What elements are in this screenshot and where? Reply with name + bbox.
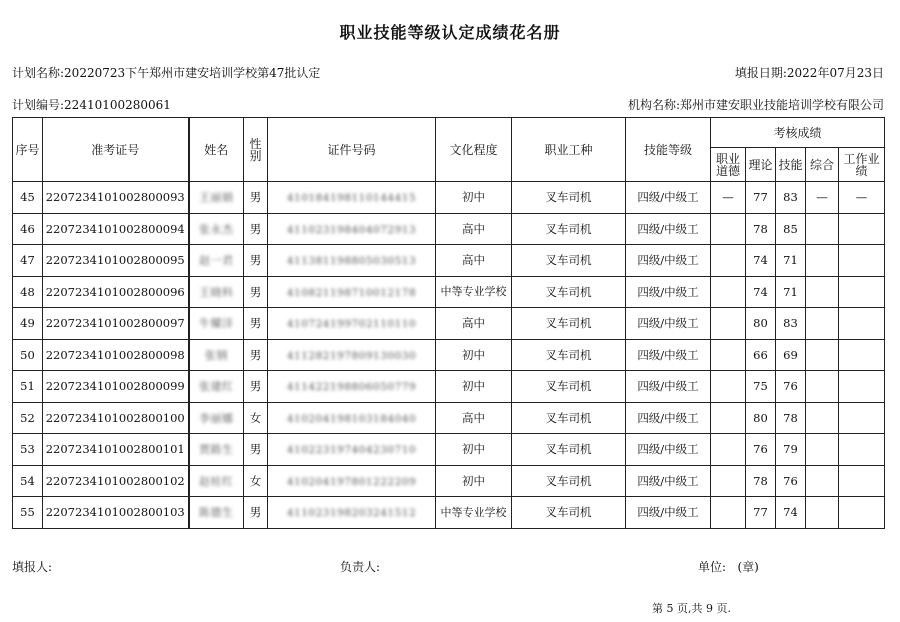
cell-name-value: 牛耀洋 — [199, 317, 234, 331]
table-row — [13, 339, 885, 371]
cell-work-performance — [839, 371, 885, 403]
cell-theory: 77 — [746, 497, 776, 529]
cell-skill: 69 — [776, 339, 806, 371]
cell-education: 初中 — [436, 371, 512, 403]
cell-skill-level: 四级/中级工 — [626, 276, 711, 308]
cell-id-no-value: 411023198203241512 — [286, 507, 417, 520]
cell-skill: 78 — [776, 402, 806, 434]
cell-exam-no: 2207234101002800102 — [43, 465, 189, 497]
cell-theory: 80 — [746, 308, 776, 340]
table-row — [13, 371, 885, 403]
filler-label: 填报人: — [12, 560, 53, 574]
cell-occupation: 叉车司机 — [512, 245, 626, 277]
cell-id-no — [268, 182, 436, 214]
cell-occupation: 叉车司机 — [512, 465, 626, 497]
cell-occupation: 叉车司机 — [512, 339, 626, 371]
cell-id-no-value: 411282197809130030 — [286, 349, 417, 362]
cell-seq: 45 — [13, 182, 43, 214]
cell-skill-level: 四级/中级工 — [626, 371, 711, 403]
cell-id-no — [268, 465, 436, 497]
cell-id-no-value: 410821198710012178 — [286, 286, 417, 299]
cell-seq: 46 — [13, 213, 43, 245]
cell-id-no — [268, 497, 436, 529]
seal-mark: (章) — [737, 560, 759, 574]
plan-name — [12, 64, 320, 81]
cell-work-performance — [839, 465, 885, 497]
cell-id-no-value: 410204198103184040 — [286, 412, 417, 425]
cell-moral — [711, 245, 746, 277]
cell-education: 初中 — [436, 182, 512, 214]
cell-skill: 76 — [776, 371, 806, 403]
cell-name — [189, 245, 244, 277]
cell-name-value: 赵桂红 — [199, 474, 234, 488]
cell-theory: 74 — [746, 276, 776, 308]
cell-name-value: 赵一君 — [199, 254, 234, 268]
cell-name — [189, 308, 244, 340]
cell-seq: 47 — [13, 245, 43, 277]
cell-skill-level: 四级/中级工 — [626, 497, 711, 529]
cell-exam-no: 2207234101002800094 — [43, 213, 189, 245]
cell-name-value: 李丽娜 — [199, 411, 234, 425]
organization-label: 机构名称: — [627, 98, 680, 112]
header-id-no: 证件号码 — [268, 118, 436, 182]
cell-id-no-value: 411381198805030513 — [286, 255, 417, 268]
cell-overall — [806, 276, 839, 308]
cell-id-no — [268, 434, 436, 466]
cell-skill-level: 四级/中级工 — [626, 308, 711, 340]
cell-overall — [806, 402, 839, 434]
cell-name — [189, 497, 244, 529]
table-row — [13, 402, 885, 434]
cell-moral — [711, 308, 746, 340]
cell-education: 高中 — [436, 245, 512, 277]
header-occupation: 职业工种 — [512, 118, 626, 182]
cell-theory: 80 — [746, 402, 776, 434]
cell-work-performance — [839, 276, 885, 308]
plan-name-value: 20220723下午郑州市建安培训学校第47批认定 — [64, 66, 321, 80]
cell-id-no — [268, 308, 436, 340]
cell-moral — [711, 276, 746, 308]
cell-gender: 男 — [244, 213, 268, 245]
cell-name — [189, 182, 244, 214]
cell-id-no — [268, 371, 436, 403]
responsible-label: 负责人: — [340, 560, 381, 574]
cell-occupation: 叉车司机 — [512, 308, 626, 340]
header-skill: 技能 — [776, 148, 806, 182]
cell-occupation: 叉车司机 — [512, 371, 626, 403]
cell-skill: 71 — [776, 245, 806, 277]
cell-name — [189, 339, 244, 371]
cell-name — [189, 465, 244, 497]
cell-theory: 76 — [746, 434, 776, 466]
cell-moral — [711, 371, 746, 403]
cell-education: 高中 — [436, 213, 512, 245]
cell-exam-no: 2207234101002800100 — [43, 402, 189, 434]
cell-skill-level: 四级/中级工 — [626, 182, 711, 214]
cell-skill: 79 — [776, 434, 806, 466]
cell-gender: 男 — [244, 339, 268, 371]
header-seq: 序号 — [13, 118, 43, 182]
cell-name-value: 陈德生 — [199, 506, 234, 520]
cell-name-value: 王晓科 — [199, 285, 234, 299]
cell-occupation: 叉车司机 — [512, 497, 626, 529]
fill-date — [735, 64, 884, 81]
plan-number-label: 计划编号: — [12, 98, 65, 112]
cell-seq: 54 — [13, 465, 43, 497]
cell-id-no — [268, 213, 436, 245]
cell-theory: 66 — [746, 339, 776, 371]
organization-value: 郑州市建安职业技能培训学校有限公司 — [679, 98, 884, 112]
cell-moral — [711, 465, 746, 497]
cell-work-performance — [839, 308, 885, 340]
unit-label: 单位: — [698, 560, 727, 574]
cell-seq: 52 — [13, 402, 43, 434]
score-roster-table — [12, 117, 885, 529]
cell-name — [189, 213, 244, 245]
cell-id-no — [268, 402, 436, 434]
table-row — [13, 497, 885, 529]
cell-moral — [711, 434, 746, 466]
cell-gender: 男 — [244, 497, 268, 529]
cell-name-value: 张钢 — [204, 348, 228, 362]
cell-moral — [711, 213, 746, 245]
fill-date-label: 填报日期: — [734, 66, 787, 80]
cell-overall — [806, 308, 839, 340]
cell-education: 初中 — [436, 434, 512, 466]
cell-name — [189, 402, 244, 434]
cell-education: 初中 — [436, 465, 512, 497]
table-row — [13, 245, 885, 277]
cell-moral — [711, 497, 746, 529]
cell-id-no — [268, 276, 436, 308]
cell-overall — [806, 497, 839, 529]
cell-skill: 83 — [776, 182, 806, 214]
cell-work-performance: — — [839, 182, 885, 214]
cell-education: 中等专业学校 — [436, 276, 512, 308]
cell-gender: 男 — [244, 371, 268, 403]
cell-exam-no: 2207234101002800098 — [43, 339, 189, 371]
cell-overall — [806, 434, 839, 466]
cell-gender: 男 — [244, 182, 268, 214]
cell-exam-no: 2207234101002800097 — [43, 308, 189, 340]
cell-id-no-value: 410184198110144415 — [286, 192, 417, 205]
cell-skill: 85 — [776, 213, 806, 245]
cell-name — [189, 276, 244, 308]
header-scores: 考核成绩 — [711, 118, 885, 148]
cell-seq: 55 — [13, 497, 43, 529]
cell-skill: 74 — [776, 497, 806, 529]
cell-name-value: 张建红 — [199, 380, 234, 394]
cell-work-performance — [839, 402, 885, 434]
cell-skill-level: 四级/中级工 — [626, 213, 711, 245]
cell-theory: 75 — [746, 371, 776, 403]
plan-number — [12, 96, 171, 113]
cell-work-performance — [839, 497, 885, 529]
cell-overall — [806, 339, 839, 371]
cell-occupation: 叉车司机 — [512, 402, 626, 434]
cell-name-value: 王丽娟 — [199, 191, 234, 205]
cell-gender: 女 — [244, 402, 268, 434]
page-indicator: 第 5 页,共 9 页. — [652, 602, 731, 615]
header-gender: 性别 — [244, 118, 268, 182]
header-moral: 职业道德 — [711, 148, 746, 182]
cell-id-no-value: 410223197404230710 — [286, 444, 417, 457]
cell-skill: 76 — [776, 465, 806, 497]
header-work-performance: 工作业绩 — [839, 148, 885, 182]
cell-skill-level: 四级/中级工 — [626, 402, 711, 434]
organization — [628, 96, 884, 113]
cell-skill-level: 四级/中级工 — [626, 465, 711, 497]
cell-education: 初中 — [436, 339, 512, 371]
cell-work-performance — [839, 213, 885, 245]
cell-moral — [711, 339, 746, 371]
unit — [698, 558, 759, 575]
cell-overall: — — [806, 182, 839, 214]
cell-education: 中等专业学校 — [436, 497, 512, 529]
document-title: 职业技能等级认定成绩花名册 — [339, 23, 561, 42]
header-skill-level: 技能等级 — [626, 118, 711, 182]
cell-education: 高中 — [436, 402, 512, 434]
cell-occupation: 叉车司机 — [512, 213, 626, 245]
plan-name-label: 计划名称: — [12, 66, 65, 80]
cell-work-performance — [839, 245, 885, 277]
cell-work-performance — [839, 339, 885, 371]
header-overall: 综合 — [806, 148, 839, 182]
table-row — [13, 276, 885, 308]
cell-gender: 男 — [244, 308, 268, 340]
cell-occupation: 叉车司机 — [512, 276, 626, 308]
cell-exam-no: 2207234101002800096 — [43, 276, 189, 308]
header-education: 文化程度 — [436, 118, 512, 182]
cell-skill: 71 — [776, 276, 806, 308]
cell-theory: 74 — [746, 245, 776, 277]
header-exam-no: 准考证号 — [43, 118, 189, 182]
table-row — [13, 434, 885, 466]
cell-exam-no: 2207234101002800101 — [43, 434, 189, 466]
cell-name — [189, 371, 244, 403]
cell-skill-level: 四级/中级工 — [626, 339, 711, 371]
cell-id-no-value: 410204197801222209 — [286, 475, 417, 488]
cell-gender: 女 — [244, 465, 268, 497]
plan-number-value: 22410100280061 — [64, 98, 171, 112]
cell-name-value: 张永杰 — [199, 222, 234, 236]
cell-seq: 49 — [13, 308, 43, 340]
table-row — [13, 213, 885, 245]
cell-exam-no: 2207234101002800093 — [43, 182, 189, 214]
cell-skill: 83 — [776, 308, 806, 340]
cell-theory: 78 — [746, 213, 776, 245]
cell-seq: 51 — [13, 371, 43, 403]
cell-exam-no: 2207234101002800095 — [43, 245, 189, 277]
cell-skill-level: 四级/中级工 — [626, 434, 711, 466]
cell-theory: 78 — [746, 465, 776, 497]
cell-id-no-value: 411422198806050779 — [286, 381, 417, 394]
cell-theory: 77 — [746, 182, 776, 214]
cell-occupation: 叉车司机 — [512, 182, 626, 214]
cell-exam-no: 2207234101002800103 — [43, 497, 189, 529]
cell-seq: 50 — [13, 339, 43, 371]
cell-overall — [806, 371, 839, 403]
cell-overall — [806, 465, 839, 497]
fill-date-value: 2022年07月23日 — [786, 66, 884, 80]
cell-id-no-value: 411023198404072913 — [286, 223, 417, 236]
cell-occupation: 叉车司机 — [512, 434, 626, 466]
cell-overall — [806, 245, 839, 277]
cell-gender: 男 — [244, 434, 268, 466]
table-row — [13, 182, 885, 214]
cell-name-value: 贾路生 — [199, 443, 234, 457]
cell-gender: 男 — [244, 245, 268, 277]
cell-overall — [806, 213, 839, 245]
cell-id-no-value: 410724199702110110 — [286, 318, 417, 331]
cell-work-performance — [839, 434, 885, 466]
cell-skill-level: 四级/中级工 — [626, 245, 711, 277]
table-row — [13, 465, 885, 497]
cell-exam-no: 2207234101002800099 — [43, 371, 189, 403]
cell-seq: 53 — [13, 434, 43, 466]
table-row — [13, 308, 885, 340]
cell-name — [189, 434, 244, 466]
header-theory: 理论 — [746, 148, 776, 182]
cell-id-no — [268, 245, 436, 277]
cell-moral — [711, 402, 746, 434]
header-name: 姓名 — [189, 118, 244, 182]
cell-gender: 男 — [244, 276, 268, 308]
cell-id-no — [268, 339, 436, 371]
cell-seq: 48 — [13, 276, 43, 308]
cell-education: 高中 — [436, 308, 512, 340]
cell-moral: — — [711, 182, 746, 214]
